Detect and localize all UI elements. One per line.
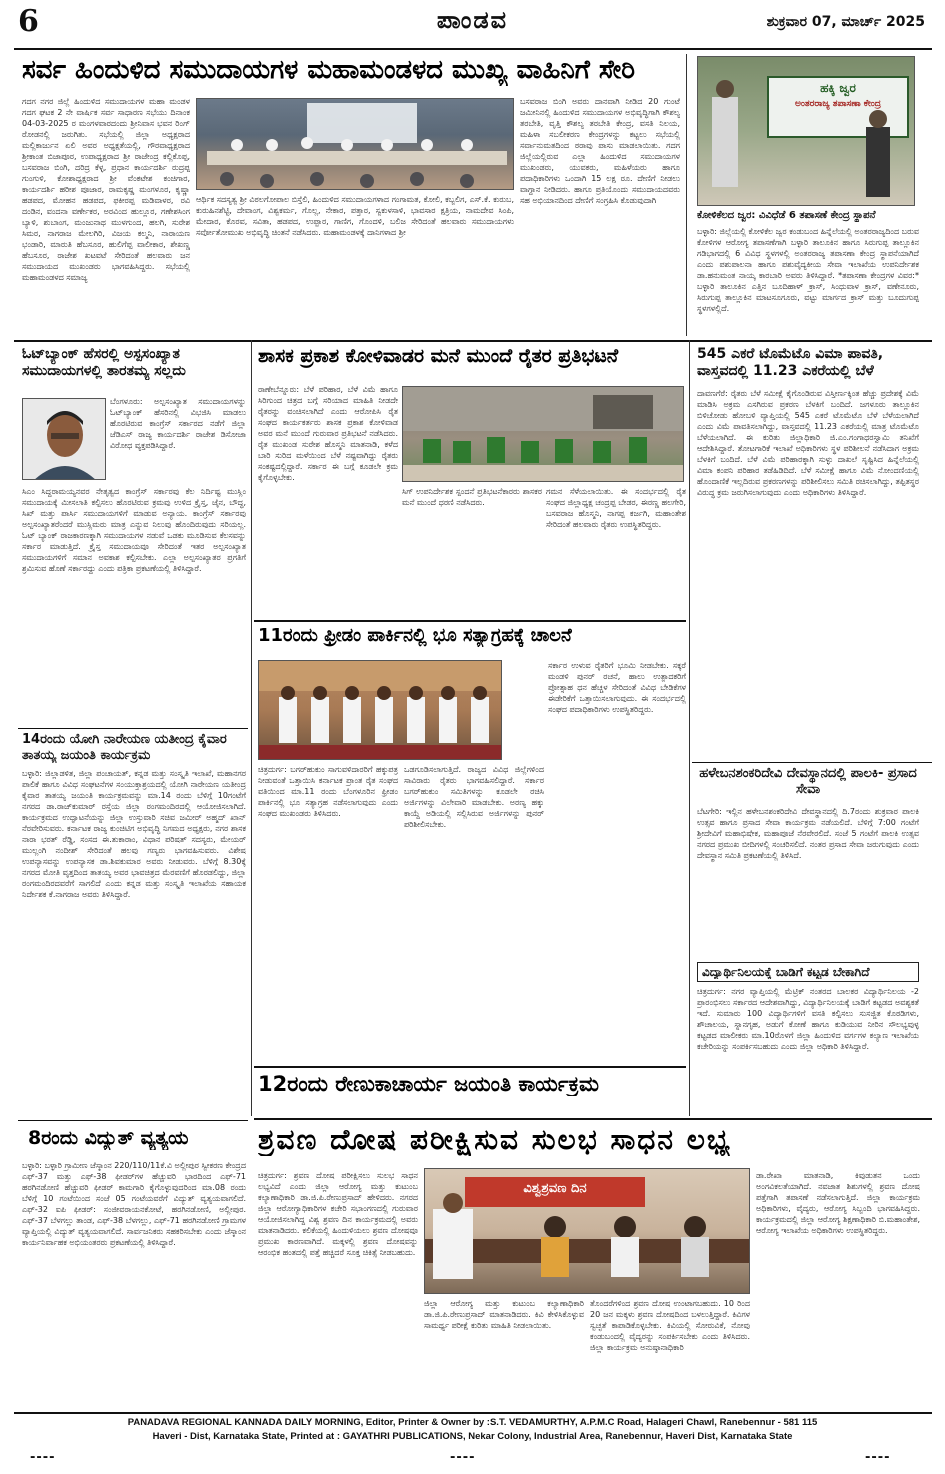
- checkpost-sign-line1: ಹಕ್ಕಿ ಜ್ವರ: [820, 81, 856, 95]
- hostel-headline-box: [697, 962, 919, 982]
- column-divider: [251, 340, 252, 1116]
- hearing-photo-banner: ವಿಶ್ವಶ್ರವಣ ದಿನ: [523, 1181, 587, 1196]
- protest-photo-caption: ಸಿಗ್ ಉಪನಿರ್ದೇಶಕ ಸ್ಪಂದನೆ ಪ್ರತಿಭಟನೆಕಾರರು ಶಾಸಕರ ಮನೆ ಮುಂದೆ ಧರಣಿ ನಡೆಸಿದರು.: [402, 487, 542, 507]
- lead-photo-caption: ಆರ್ಥಿಕ ಸದಸ್ಯತ್ವ ಶ್ರೀ ವಿಠಲಗೋಪಾಲ ಬಿಸ್ತೆಲಿ, ಹಿಂದುಳಿದ ಸಮುದಾಯಗಳಾದ ಗಂಗಾಮತ, ಕೋಲಿ, ಕಬ್ಬಲಿಗ, ಎಸ್.ಕೆ. ಕುರುಬ, ಕುರುಹಿನಶೆಟ್ಟಿ, ದೇವಾಂಗ, ವಿಶ್ವಕರ್ಮ, ಗೊಲ್ಲ, ನೇಕಾರ, ಪತ್ತಾರ, ಸ್ವಕುಳಸಾಳಿ, ಭಾವಸಾರ ಕ್ಷತ್ರಿಯ, ನಾಮದೇವ ಸಿಂಪಿ, ಮೇದಾರ, ಕೊರವ, ಸವಿತಾ, ಹಡಪದ, ಉಪ್ಪಾರ, ಗಾಣಿಗ, ಗೊಂದಳಿ, ಬಲಿಜ ಸೇರಿದಂತೆ ಹಲವಾರು ಸಮುದಾಯಗಳು ಸರ್ವೋತೋಮುಖ ಅಭಿವೃದ್ಧಿ ಚಿಂತನೆ ನಡೆಸಿದರು. ಮಹಾಮಂಡಳಕ್ಕೆ ದಾನಿಗಳಾದ ಶ್ರೀ: [196, 195, 514, 237]
- hostel-body: ಚಿತ್ರದುರ್ಗ: ನಗರ ವ್ಯಾಪ್ತಿಯಲ್ಲಿ ಮೆಟ್ರಿಕ್ ನಂತರದ ಬಾಲಕರ ವಿದ್ಯಾರ್ಥಿನಿಲಯ -2 ಪ್ರಾರಂಭಿಸಲು ಸರ್ಕಾರದ ಆದೇಶವಾಗಿದ್ದು, ವಿದ್ಯಾರ್ಥಿನಿಲಯಕ್ಕೆ ಬಾಡಿಗೆ ಕಟ್ಟಡದ ಅವಶ್ಯಕತೆ ಇದೆ. ಸುಮಾರು 100 ವಿದ್ಯಾರ್ಥಿಗಳಿಗೆ ವಸತಿ ಕಲ್ಪಿಸಲು ಸುಸಜ್ಜಿತ ಕೊಠಡಿಗಳು, ಶೌಚಾಲಯ, ಸ್ನಾನಗೃಹ, ಅಡುಗೆ ಕೋಣೆ ಹಾಗೂ ಕುಡಿಯುವ ನೀರಿನ ಸೌಲಭ್ಯವುಳ್ಳ ಕಟ್ಟಡದ ಮಾಲೀಕರು ಮಾ.10ರೊಳಗೆ ಜಿಲ್ಲಾ ಹಿಂದುಳಿದ ವರ್ಗಗಳ ಕಲ್ಯಾಣ ಇಲಾಖೆಯ ಕಚೇರಿಯನ್ನು ಸಂಪರ್ಕಿಸಬಹುದು ಎಂದು ಜಿಲ್ಲಾ ಅಧಿಕಾರಿ ತಿಳಿಸಿದ್ದಾರೆ.: [697, 987, 919, 1051]
- hearing-headline: ಶ್ರವಣ ದೋಷ ಪರೀಕ್ಷಿಸುವ ಸುಲಭ ಸಾಧನ ಲಭ್ಯ: [258, 1124, 732, 1156]
- satyagraha-photo: [258, 660, 502, 760]
- checkpost-photo-illustration: [698, 57, 915, 206]
- satyagraha-photo-illustration: [259, 661, 502, 760]
- hearing-col3: ತೊಂದರೆಗಳಿಂದ ಶ್ರವಣ ದೋಷ ಉಂಟಾಗಬಹುದು. 10 ರಿಂದ 20 ಜನ ಮಕ್ಕಳು ಶ್ರವಣ ದೋಷದಿಂದ ಬಳಲುತ್ತಿದ್ದಾರೆ. ಕಿವಿಗಳ ಸ್ವಚ್ಛತೆ ಕಾಪಾಡಿಕೊಳ್ಳಬೇಕು. ಕಿವಿಯಲ್ಲಿ ಸೋರುವಿಕೆ, ನೋವು ಕಂಡುಬಂದಲ್ಲಿ ವೈದ್ಯರನ್ನು ಸಂಪರ್ಕಿಸಬೇಕು ಎಂದು ತಿಳಿಸಿದರು. ಜಿಲ್ಲಾ ಕಾರ್ಯಕ್ರಮ ಅನುಷ್ಠಾನಾಧಿಕಾರಿ: [590, 1299, 750, 1352]
- temple-headline: ಹಳೇಬನಶಂಕರಿದೇವಿ ದೇವಸ್ಥಾನದಲ್ಲಿ ಪಾಲಕಿ- ಪ್ರಸಾದ ಸೇವಾ: [699, 766, 917, 797]
- lead-col3: ಬಸವರಾಜ ಬಿಂಗಿ ಅವರು ದಾನವಾಗಿ ನೀಡಿದ 20 ಗುಂಟೆ ಜಮೀನಿನಲ್ಲಿ ಹಿಂದುಳಿದ ಸಮುದಾಯಗಳ ಅಭಿವೃದ್ಧಿಗಾಗಿ ಕೌಶಲ್ಯ ತರಬೇತಿ, ವೃತ್ತಿ ಕೌಶಲ್ಯ ತರಬೇತಿ ಕೇಂದ್ರ, ವಸತಿ ನಿಲಯ, ಮಹಿಳಾ ಸಬಲೀಕರಣ ಕೇಂದ್ರಗಳನ್ನು ಕಟ್ಟಲು ಸಭೆಯಲ್ಲಿ ಸರ್ವಾನುಮತದಿಂದ ಠರಾವು ಪಾಸು ಮಾಡಲಾಯಿತು. ಗದಗ ಜಿಲ್ಲೆಯಲ್ಲಿರುವ ಎಲ್ಲಾ ಹಿಂದುಳಿದ ಸಮುದಾಯಗಳ ಮುಖಂಡರು, ಯುವಕರು, ಮಹಿಳೆಯರು ಹಾಗೂ ಪದಾಧಿಕಾರಿಗಳು ಒಂದಾಗಿ 15 ಲಕ್ಷ ರೂ. ದೇಣಿಗೆ ನೀಡಲು ವಾಗ್ದಾನ ನೀಡಿದರು. ಹಾಗೂ ಪ್ರತಿಯೊಂದು ಸಮುದಾಯದವರು ಸಹ ಅಭಿಯಾನದಿಂದ ದೇಣಿಗೆ ಸಂಗ್ರಹಿಸಿ ಕೊಡುವುದಾಗಿ: [520, 97, 680, 205]
- meeting-photo-illustration: [197, 99, 514, 190]
- footer-dash-center: ----: [450, 1450, 476, 1465]
- protest-headline: ಶಾಸಕ ಪ್ರಕಾಶ ಕೋಳಿವಾಡರ ಮನೆ ಮುಂದೆ ರೈತರ ಪ್ರತಿಭಟನೆ: [258, 346, 619, 367]
- hostel-headline: ವಿದ್ಯಾರ್ಥಿನಿಲಯಕ್ಕೆ ಬಾಡಿಗೆ ಕಟ್ಟಡ ಬೇಕಾಗಿದೆ: [702, 965, 870, 979]
- footer-dash-left: ----: [30, 1450, 56, 1465]
- newspaper-name: ಪಾಂಡವ: [436, 6, 509, 34]
- vote-bank-headline: ಓಟ್‌ಬ್ಯಾಂಕ್ ಹೆಸರಲ್ಲಿ ಅಸ್ಪಸಂಖ್ಯಾತ ಸಮುದಾಯಗಳಲ್ಲಿ ತಾರತಮ್ಯ ಸಲ್ಲದು: [22, 346, 186, 379]
- power-cut-body: ಬಳ್ಳಾರಿ: ಬಳ್ಳಾರಿ ಗ್ರಾಮೀಣ ಜೆಸ್ಕಾಂನ 220/110/11ಕೆ.ವಿ ಅಲ್ಲೀಪುರ ಸ್ವೀಕರಣ ಕೇಂದ್ರದ ಎಫ್-37 ಮತ್ತು ಎಫ್-38 ಫೀಡರ್‌ಗಳ ಹೆಚ್ಚುವರಿ ಭಾರದಿಂದ ಎಫ್-71 ಹರಗಿನಡೋಣಿ ಹೆಚ್ಚುವರಿ ಫೀಡರ್ ಕಾಮಗಾರಿ ಕೈಗೊಳ್ಳುವುದರಿಂದ ಮಾ.08 ರಂದು ಬೆಳಿಗ್ಗೆ 10 ಗಂಟೆಯಿಂದ ಸಂಜೆ 05 ಗಂಟೆಯವರೆಗೆ ವಿದ್ಯುತ್ ವ್ಯತ್ಯಯವಾಗಲಿದೆ. ಎಫ್-32 ಐಪಿ ಫೀಡರ್: ಸಂಜೀವರಾಯನಕೋಟೆ, ಹರಗಿನಡೋಣಿ, ಅಲ್ಲೀಪುರ. ಎಫ್-37 ಬೆಳಗಲ್ಲು ತಾಂಡ, ಎಫ್-38 ಬೆಳಗಲ್ಲು, ಎಫ್-71 ಹರಗಿನಡೋಣಿ ಗ್ರಾಮಗಳ ವ್ಯಾಪ್ತಿಯಲ್ಲಿ ವಿದ್ಯುತ್ ವ್ಯತ್ಯಯವಾಗಲಿದೆ. ಸಾರ್ವಜನಿಕರು ಸಹಕರಿಸಬೇಕು ಎಂದು ಜೆಸ್ಕಾಂನ ಕಾರ್ಯನಿರ್ವಾಹಕ ಅಭಿಯಂತರರು ಪ್ರಕಟಣೆಯಲ್ಲಿ ತಿಳಿಸಿದ್ದಾರೆ.: [22, 1161, 246, 1247]
- satyagraha-headline: 11ರಂದು ಫ್ರೀಡಂ ಪಾರ್ಕಿನಲ್ಲಿ ಭೂ ಸತ್ಯಾಗ್ರಹಕ್ಕೆ ಚಾಲನೆ: [258, 626, 572, 646]
- portrait-illustration: [23, 399, 106, 480]
- satyagraha-col3: ಸರ್ಕಾರ ಉಳುವ ರೈತರಿಗೆ ಭೂಮಿ ನೀಡಬೇಕು. ಸಕ್ಕರೆ ಮಂಡಳಿ ಪುನರ್ ರಚನೆ, ಹಾಲು ಉತ್ಪಾದಕರಿಗೆ ಪ್ರೋತ್ಸಾಹ ಧನ ಹೆಚ್ಚಳ ಸೇರಿದಂತೆ ವಿವಿಧ ಬೇಡಿಕೆಗಳ ಈಡೇರಿಕೆಗೆ ಒತ್ತಾಯಿಸಲಾಗುವುದು. ಈ ಸಂದರ್ಭದಲ್ಲಿ ಸಂಘದ ಪದಾಧಿಕಾರಿಗಳು ಉಪಸ್ಥಿತರಿದ್ದರು.: [548, 661, 686, 714]
- yogi-body: ಬಳ್ಳಾರಿ: ಜಿಲ್ಲಾಡಳಿತ, ಜಿಲ್ಲಾ ಪಂಚಾಯತ್, ಕನ್ನಡ ಮತ್ತು ಸಂಸ್ಕೃತಿ ಇಲಾಖೆ, ಮಹಾನಗರ ಪಾಲಿಕೆ ಹಾಗೂ ವಿವಿಧ ಸಂಘಟನೆಗಳ ಸಂಯುಕ್ತಾಶ್ರಯದಲ್ಲಿ ಯೋಗಿ ನಾರೇಯಣ ಯತೀಂದ್ರ ಕೈವಾರ ತಾತಯ್ಯ ಜಯಂತಿ ಕಾರ್ಯಕ್ರಮವನ್ನು ಮಾ.14 ರಂದು ಬೆಳಿಗ್ಗೆ 10ಗಂಟೆಗೆ ನಗರದ ಡಾ.ರಾಜ್‌ಕುಮಾರ್ ರಸ್ತೆಯ ಜಿಲ್ಲಾ ರಂಗಮಂದಿರದಲ್ಲಿ ಆಯೋಜಿಸಲಾಗಿದೆ. ಕಾರ್ಯಕ್ರಮದ ಉದ್ಘಾಟನೆಯನ್ನು ಜಿಲ್ಲಾ ಉಸ್ತುವಾರಿ ಸಚಿವ ಜಮೀರ್ ಅಹ್ಮದ್ ಖಾನ್ ನೆರವೇರಿಸುವರು. ಕರ್ನಾಟಕ ರಾಜ್ಯ ಕುಂಚಿಟಿಗ ಅಭಿವೃದ್ಧಿ ನಿಗಮದ ಅಧ್ಯಕ್ಷರು, ನಗರ ಶಾಸಕ ನಾರಾ ಭರತ್ ರೆಡ್ಡಿ, ಸಂಸದ ಈ.ತುಕಾರಾಂ, ವಿಧಾನ ಪರಿಷತ್ ಸದಸ್ಯರು, ಮೇಯರ್ ಮುಲ್ಲಂಗಿ ನಂದೀಶ್ ಸೇರಿದಂತೆ ಹಲವು ಗಣ್ಯರು ಭಾಗವಹಿಸುವರು. ವಿಶೇಷ ಉಪನ್ಯಾಸವನ್ನು ಉಪನ್ಯಾಸಕ ಡಾ.ಶಿವಕುಮಾರ ಅವರು ನೀಡುವರು. ಬೆಳಿಗ್ಗೆ 8.30ಕ್ಕೆ ನಗರದ ಮೋತಿ ವೃತ್ತದಿಂದ ತಾತಯ್ಯ ಅವರ ಭಾವಚಿತ್ರದ ಮೆರವಣಿಗೆ ಹೊರಡಲಿದ್ದು, ಜಿಲ್ಲಾ ರಂಗಮಂದಿರದವರೆಗೆ ಸಾಗಲಿದೆ ಎಂದು ಕನ್ನಡ ಮತ್ತು ಸಂಸ್ಕೃತಿ ಇಲಾಖೆಯ ಸಹಾಯಕ ನಿರ್ದೇಶಕ ಕೆ.ನಾಗರಾಜ ಅವರು ತಿಳಿಸಿದ್ದಾರೆ.: [22, 769, 246, 899]
- checkpost-photo: [697, 56, 915, 206]
- footer-line1: PANADAVA REGIONAL KANNADA DAILY MORNING, Editor, Printer & Owner by :S.T. VEDAMURTHY, A.P.M.C Road, Halageri Chawl, Ranebennur - 581 115: [127, 1417, 818, 1428]
- footer-rule: [14, 1412, 932, 1414]
- section-rule: [14, 340, 932, 342]
- column-divider: [686, 54, 687, 336]
- checkpost-headline: ಕೋಳಿಕೆಲದ ಜ್ವರ: ವಿವಿಧೆಡೆ 6 ತಪಾಸಣೆ ಕೇಂದ್ರ ಸ್ಥಾಪನೆ: [697, 210, 876, 221]
- temple-body: ಬೆಟಗೇರಿ: ಇಲ್ಲಿನ ಹಳೇಬನಶಂಕರಿದೇವಿ ದೇವಸ್ಥಾನದಲ್ಲಿ ದಿ.7ರಂದು ಶುಕ್ರವಾರ ಪಾಲಕಿ ಉತ್ಸವ ಹಾಗೂ ಪ್ರಸಾದ ಸೇವಾ ಕಾರ್ಯಕ್ರಮ ನಡೆಯಲಿದೆ. ಬೆಳಿಗ್ಗೆ 7:00 ಗಂಟೆಗೆ ಶ್ರೀದೇವಿಗೆ ಮಹಾಭಿಷೇಕ, ಮಹಾಪೂಜೆ ನೆರವೇರಲಿದೆ. ಸಂಜೆ 5 ಗಂಟೆಗೆ ಪಾಲಕಿ ಉತ್ಸವ ನಗರದ ಪ್ರಮುಖ ಬೀದಿಗಳಲ್ಲಿ ಸಂಚರಿಸಲಿದೆ. ನಂತರ ಪ್ರಸಾದ ಸೇವಾ ಜರುಗುವುದು ಎಂದು ದೇವಸ್ಥಾನ ಸಮಿತಿ ಪ್ರಕಟಣೆಯಲ್ಲಿ ತಿಳಿಸಿದೆ.: [697, 807, 919, 860]
- hearing-col1: ಚಿತ್ರದುರ್ಗ: ಶ್ರವಣ ದೋಷ ಪರೀಕ್ಷಿಸಲು ಸುಲಭ ಸಾಧನ ಲಭ್ಯವಿದೆ ಎಂದು ಜಿಲ್ಲಾ ಆರೋಗ್ಯ ಮತ್ತು ಕುಟುಂಬ ಕಲ್ಯಾಣಾಧಿಕಾರಿ ಡಾ.ಜಿ.ಪಿ.ರೇಣುಪ್ರಸಾದ್ ಹೇಳಿದರು. ನಗರದ ಜಿಲ್ಲಾ ಆರೋಗ್ಯಾಧಿಕಾರಿಗಳ ಕಚೇರಿ ಸಭಾಂಗಣದಲ್ಲಿ ಗುರುವಾರ ಆಯೋಜಿಸಲಾಗಿದ್ದ ವಿಶ್ವ ಶ್ರವಣ ದಿನ ಕಾರ್ಯಕ್ರಮದಲ್ಲಿ ಅವರು ಮಾತನಾಡಿದರು. ಕಲಿಕೆಯಲ್ಲಿ ಹಿಂದುಳಿಯಲು ಶ್ರವಣ ದೋಷವೂ ಪ್ರಮುಖ ಕಾರಣವಾಗಿದೆ. ಮಕ್ಕಳಲ್ಲಿ ಶ್ರವಣ ದೋಷವನ್ನು ಆರಂಭಿಕ ಹಂತದಲ್ಲಿ ಪತ್ತೆ ಹಚ್ಚಿದರೆ ಸೂಕ್ತ ಚಿಕಿತ್ಸೆ ನೀಡಬಹುದು.: [258, 1171, 418, 1257]
- hearing-col4: ಡಾ.ರೇಖಾ ಮಾತನಾಡಿ, ಕಿವುಡುತನ ಒಂದು ಅಂಗವಿಕಲತೆಯಾಗಿದೆ. ನವಜಾತ ಶಿಶುಗಳಲ್ಲಿ ಶ್ರವಣ ದೋಷ ಪತ್ತೆಗಾಗಿ ತಪಾಸಣೆ ನಡೆಸಲಾಗುತ್ತಿದೆ. ಜಿಲ್ಲಾ ಕಾರ್ಯಕ್ರಮ ಅಧಿಕಾರಿಗಳು, ವೈದ್ಯರು, ಆರೋಗ್ಯ ಸಿಬ್ಬಂದಿ ಭಾಗವಹಿಸಿದ್ದರು. ಕಾರ್ಯಕ್ರಮದಲ್ಲಿ ಜಿಲ್ಲಾ ಆರೋಗ್ಯ ಶಿಕ್ಷಣಾಧಿಕಾರಿ ಬಿ.ಮಹಾಂತೇಶ, ಆರೋಗ್ಯ ಇಲಾಖೆಯ ಅಧಿಕಾರಿಗಳು ಉಪಸ್ಥಿತರಿದ್ದರು.: [756, 1171, 920, 1235]
- lead-meeting-photo: [196, 98, 514, 190]
- section-rule: [254, 1066, 686, 1068]
- protest-photo-illustration: [403, 387, 684, 482]
- section-rule: [254, 1118, 932, 1120]
- checkpost-body: ಬಳ್ಳಾರಿ: ಜಿಲ್ಲೆಯಲ್ಲಿ ಕೋಳಿಕೆಲ ಜ್ವರ ಕಂಡುಬಂದ ಹಿನ್ನೆಲೆಯಲ್ಲಿ ಅಂತರರಾಜ್ಯದಿಂದ ಬರುವ ಕೋಳಿಗಳ ಆರೋಗ್ಯ ತಪಾಸಣೆಗಾಗಿ ಬಳ್ಳಾರಿ ತಾಲೂಕಿನ ಹಾಗೂ ಸಿರುಗುಪ್ಪ ತಾಲ್ಲೂಕಿನ ಗಡಿಭಾಗದಲ್ಲಿ 6 ವಿವಿಧ ಸ್ಥಳಗಳಲ್ಲಿ ಅಂತರರಾಜ್ಯ ತಪಾಸಣಾ ಕೇಂದ್ರ ಸ್ಥಾಪನೆಯಾಗಿದೆ ಎಂದು ಪಶುಪಾಲನಾ ಹಾಗೂ ಪಶುವೈದ್ಯಕೀಯ ಸೇವಾ ಇಲಾಖೆಯ ಉಪನಿರ್ದೇಶಕ ಡಾ.ಹನುಮಂತ ನಾಯ್ಕ ಕಾರಬಾರಿ ಅವರು ತಿಳಿಸಿದ್ದಾರೆ. *ತಪಾಸಣಾ ಕೇಂದ್ರಗಳ ವಿವರ:* ಬಳ್ಳಾರಿ ತಾಲೂಕಿನ ಎತ್ತಿನ ಬೂದಿಹಾಳ್ ಕ್ರಾಸ್, ಸಿಂಧುವಾಳ ಕ್ರಾಸ್, ವಣೇನೂರು, ಸಿರುಗುಪ್ಪ ತಾಲ್ಲೂಕಿನ ಮಾಟಸೂಗೂರು, ವಟ್ಟು ಮಾರ್ಗದ ಕ್ರಾಸ್ ಮತ್ತು ಬೂದುಗುಪ್ಪ ಸ್ಥಳಗಳಲ್ಲಿದೆ.: [697, 227, 919, 313]
- checkpost-sign-line2: ಅಂತರರಾಜ್ಯ ತಪಾಸಣಾ ಕೇಂದ್ರ: [794, 99, 881, 109]
- crop-insurance-headline: 545 ಎಕರೆ ಟೊಮೆಟೊ ವಿಮಾ ಪಾವತಿ, ವಾಸ್ತವದಲ್ಲಿ 11.23 ಎಕರೆಯಲ್ಲಿ ಬೆಳೆ: [697, 346, 884, 379]
- yogi-headline: 14ರಂದು ಯೋಗಿ ನಾರೇಯಣ ಯತೀಂದ್ರ ಕೈವಾರ ತಾತಯ್ಯ ಜಯಂತಿ ಕಾರ್ಯಕ್ರಮ: [22, 732, 227, 763]
- protest-col1: ರಾಣೇಬೆನ್ನೂರು: ಬೆಳೆ ಪರಿಹಾರ, ಬೆಳೆ ವಿಮೆ ಹಾಗೂ ಸಿರಿಗುಂದ ಚಿತ್ರದ ಬಗ್ಗೆ ಸರಿಯಾದ ಮಾಹಿತಿ ನೀಡದೇ ರೈತರನ್ನು ವಂಚಿಸಲಾಗಿದೆ ಎಂದು ಆರೋಪಿಸಿ ರೈತ ಸಂಘದ ಕಾರ್ಯಕರ್ತರು ಶಾಸಕ ಪ್ರಕಾಶ ಕೋಳಿವಾಡ ಅವರ ಮನೆ ಮುಂದೆ ಗುರುವಾರ ಪ್ರತಿಭಟನೆ ನಡೆಸಿದರು. ರೈತ ಮುಖಂಡ ಸುರೇಶ ಹೊಸ್ಮನಿ ಮಾತನಾಡಿ, ಕಳೆದ ಬಾರಿ ಸುರಿದ ಮಳೆಯಿಂದ ಬೆಳೆ ನಷ್ಟವಾಗಿದ್ದು ರೈತರು ಸಂಕಷ್ಟದಲ್ಲಿದ್ದಾರೆ. ಸರ್ಕಾರ ಈ ಬಗ್ಗೆ ಕೂಡಲೇ ಕ್ರಮ ಕೈಗೊಳ್ಳಬೇಕು.: [258, 385, 398, 482]
- renuka-headline: 12ರಂದು ರೇಣುಕಾಚಾರ್ಯ ಜಯಂತಿ ಕಾರ್ಯಕ್ರಮ: [258, 1072, 599, 1096]
- section-rule: [254, 620, 686, 622]
- issue-date: ಶುಕ್ರವಾರ 07, ಮಾರ್ಚ್ 2025: [766, 14, 925, 30]
- footer-dash-right: ----: [865, 1450, 891, 1465]
- column-divider: [689, 340, 690, 1116]
- lead-col1: ಗದಗ ನಗರ ಜಿಲ್ಲೆ ಹಿಂದುಳಿದ ಸಮುದಾಯಗಳ ಮಹಾ ಮಂಡಳ ಗದಗ ಘಟಕ 2 ನೇ ವಾರ್ಷಿಕ ಸರ್ವ ಸಾಧಾರಣ ಸಭೆಯು ದಿನಾಂಕ 04-03-2025 ರ ಮಂಗಳವಾರದಂದು ಶ್ರೀನಿವಾಸ ಭವನ ರಿಂಗ್ ರೋಡನಲ್ಲಿ ಜರುಗಿತು. ಸಭೆಯಲ್ಲಿ ಜಿಲ್ಲಾ ಅಧ್ಯಕ್ಷರಾದ ಮಲ್ಲಿಕಾರ್ಜುನ ಏಲಿ ಅವರ ಅಧ್ಯಕ್ಷತೆಯಲ್ಲಿ, ಗೌರವಾಧ್ಯಕ್ಷರಾದ ಶ್ರೀಕಾಂತ ಬಿಜಾಪೂರ, ಉಪಾಧ್ಯಕ್ಷರಾದ ಶ್ರೀ ರಾಜೇಂದ್ರ ಕಲ್ಲಿಕೊಪ್ಪ, ಬಸವರಾಜ ಬಿಂಗಿ, ದರಿದ್ರ ಕೆಳ್ಳ, ಪ್ರಧಾನ ಕಾರ್ಯದರ್ಶಿ ರುದ್ರಪ್ಪ ಗುಂಗುಳಿ, ಕೋಶಾಧ್ಯಕ್ಷರಾದ ಶ್ರೀ ವೆಂಕಟೇಶ ಕಂಚಿಗಾರ, ಕಾರ್ಯದರ್ಶಿ ಹರೀಶ ಪೂಜಾರ, ರಾಮಕೃಷ್ಣ ಮಂಗಳೂರ, ಕೃಷ್ಣಾ ಹಡಪದ, ಮೋಹನ ಹಡಪದ, ಫಕೀರಪ್ಪ ಮಡಿವಾಳರ, ರವಿ ದಂಡಿನ, ವಂದನಾ ವರ್ಣೇಕರ, ಅರವಿಂದ ಹುಲ್ಲೂರ, ಗಣೇಶಸಿಂಗ ಬ್ಯಾಳಿ, ಶುಬಾಂಗ, ಮಂಜುನಾಥ ಮುಳಗುಂದ, ಹಲಗಿ, ಸುರೇಶ ಸಿಮರ, ನಾಗರಾಜ ಮೇಲಗಿರಿ, ವಿಜಯ ಕಲ್ಮನಿ, ನಾರಾಯಣ ಭಂಡಾರಿ, ಮಾರುತಿ ಹೆಬಸೂರ, ಹುಲಿಗೆಪ್ಪ ವಾಲೀಕಾರ, ಶೇಖಣ್ಣ ಹೆಬಸೂರ, ರಾಜೇಶ ಖಟವಟೆ ಸೇರಿದಂತೆ ಹಲವಾರು ಜನ ಸಮುದಾಯದ ಮುಖಂಡರು ಭಾಗವಹಿಸಿದ್ದರು. ಸಭೆಯಲ್ಲಿ ಮಹಾಮಂಡಳದ ಸಮಾಜ್ಯ: [22, 97, 190, 282]
- section-rule: [18, 1120, 248, 1121]
- portrait-photo: [22, 398, 106, 480]
- vote-bank-body: ಸಿಎಂ ಸಿದ್ದರಾಮಯ್ಯನವರ ನೇತೃತ್ವದ ಕಾಂಗ್ರೆಸ್ ಸರ್ಕಾರವು ಕೆಲ ನಿರ್ದಿಷ್ಟ ಮುಸ್ಲಿಂ ಸಮುದಾಯಕ್ಕೆ ಮೀಸಲಾತಿ ಕಲ್ಪಿಸಲು ಹೊರಟಿರುವ ಕ್ರಮವು ಉಳಿದ ಕ್ರೈಸ್ತ, ಜೈನ, ಬೌದ್ಧ, ಸಿಖ್ ಮತ್ತು ಪಾರ್ಸಿ ಸಮುದಾಯಗಳಿಗೆ ಮಾಡುವ ಅನ್ಯಾಯ. ಕಾಂಗ್ರೆಸ್ ಸರ್ಕಾರವು ಅಲ್ಪಸಂಖ್ಯಾತರೆಂದರೆ ಮುಸ್ಲಿಮರು ಮಾತ್ರ ಎನ್ನುವ ನಿಲುವು ಹೊಂದಿರುವುದು ಸರಿಯಲ್ಲ. ಓಟ್ ಬ್ಯಾಂಕ್ ರಾಜಕಾರಣಕ್ಕಾಗಿ ಸಮುದಾಯಗಳ ನಡುವೆ ಒಡಕು ಮೂಡಿಸುವ ಕೆಲಸವನ್ನು ಸರ್ಕಾರ ಮಾಡುತ್ತಿದೆ. ಕ್ರೈಸ್ತ ಸಮುದಾಯವೂ ಸೇರಿದಂತೆ ಇತರ ಅಲ್ಪಸಂಖ್ಯಾತ ಸಮುದಾಯಗಳಿಗೆ ಸಮಾನ ಅವಕಾಶ ಕಲ್ಪಿಸಬೇಕು. ಎಲ್ಲಾ ಅಲ್ಪಸಂಖ್ಯಾತರ ಪ್ರಗತಿಗೆ ಶ್ರಮಿಸುವ ಹೊಣೆ ಸರ್ಕಾರದ್ದು ಎಂದು ಪತ್ರಿಕಾ ಪ್ರಕಟಣೆಯಲ್ಲಿ ತಿಳಿಸಿದ್ದಾರೆ.: [22, 487, 246, 573]
- lead-headline: ಸರ್ವ ಹಿಂದುಳಿದ ಸಮುದಾಯಗಳ ಮಹಾಮಂಡಳದ ಮುಖ್ಯ ವಾಹಿನಿಗೆ ಸೇರಿ: [22, 56, 635, 85]
- page-number: 6: [18, 4, 39, 39]
- satyagraha-col2: ಒಡಗೂಡಿಸಲಾಗುತ್ತಿದೆ. ರಾಜ್ಯದ ವಿವಿಧ ಜಿಲ್ಲೆಗಳಿಂದ ಸಾವಿರಾರು ರೈತರು ಭಾಗವಹಿಸಲಿದ್ದಾರೆ. ಸರ್ಕಾರ ಬಗರ್‌ಹುಕುಂ ಸಮಿತಿಗಳನ್ನು ಕೂಡಲೇ ರಚಿಸಿ ಅರ್ಜಿಗಳನ್ನು ವಿಲೇವಾರಿ ಮಾಡಬೇಕು. ಅರಣ್ಯ ಹಕ್ಕು ಕಾಯ್ದೆ ಅಡಿಯಲ್ಲಿ ಸಲ್ಲಿಸಿರುವ ಅರ್ಜಿಗಳನ್ನು ಪುನರ್ ಪರಿಶೀಲಿಸಬೇಕು.: [404, 765, 544, 829]
- protest-photo: [402, 386, 684, 482]
- hearing-event-photo: [424, 1168, 750, 1294]
- footer-line2: Haveri - Dist, Karnataka State, Printed at : GAYATHRI PUBLICATIONS, Nekar Colony, Industrial Area, Ranebennur, Haveri Dist, Karnataka State: [152, 1431, 793, 1442]
- power-cut-headline: 8ರಂದು ವಿದ್ಯುತ್ ವ್ಯತ್ಯಯ: [28, 1128, 189, 1149]
- satyagraha-caption: ಚಿತ್ರದುರ್ಗ: ಬಗರ್‌ಹುಕುಂ ಸಾಗುವಳಿದಾರರಿಗೆ ಹಕ್ಕುಪತ್ರ ನೀಡುವಂತೆ ಒತ್ತಾಯಿಸಿ ಕರ್ನಾಟಕ ಪ್ರಾಂತ ರೈತ ಸಂಘದ ವತಿಯಿಂದ ಮಾ.11 ರಂದು ಬೆಂಗಳೂರಿನ ಫ್ರೀಡಂ ಪಾರ್ಕಿನಲ್ಲಿ ಭೂ ಸತ್ಯಾಗ್ರಹ ನಡೆಸಲಾಗುವುದು ಎಂದು ಸಂಘದ ಮುಖಂಡರು ತಿಳಿಸಿದರು.: [258, 765, 398, 818]
- masthead-rule: [14, 48, 932, 50]
- section-rule: [692, 762, 932, 763]
- crop-insurance-body: ದಾವಣಗೆರೆ: ರೈತರು ಬೆಳೆ ಸಮೀಕ್ಷೆ ಕೈಗೊಂಡಿರುವ ವಿಸ್ತೀರ್ಣಕ್ಕಿಂತ ಹೆಚ್ಚು ಪ್ರದೇಶಕ್ಕೆ ವಿಮೆ ಮಾಡಿಸಿ ಅಕ್ರಮ ಎಸಗಿರುವ ಪ್ರಕರಣ ಬೆಳಕಿಗೆ ಬಂದಿದೆ. ಜಗಳೂರು ತಾಲ್ಲೂಕಿನ ಬಿಳಿಚೋಡು ಹೋಬಳಿ ವ್ಯಾಪ್ತಿಯಲ್ಲಿ 545 ಎಕರೆ ಟೊಮೆಟೊ ಬೆಳೆ ಬೆಳೆಯಲಾಗಿದೆ ಎಂದು ವಿಮೆ ಪಾವತಿಸಲಾಗಿದ್ದು, ವಾಸ್ತವದಲ್ಲಿ 11.23 ಎಕರೆಯಲ್ಲಿ ಮಾತ್ರ ಟೊಮೆಟೊ ಬೆಳೆಯಲಾಗಿದೆ. ಈ ಕುರಿತು ಜಿಲ್ಲಾಧಿಕಾರಿ ಜಿ.ಎಂ.ಗಂಗಾಧರಸ್ವಾಮಿ ತನಿಖೆಗೆ ಆದೇಶಿಸಿದ್ದಾರೆ. ತೋಟಗಾರಿಕೆ ಇಲಾಖೆ ಅಧಿಕಾರಿಗಳು ಸ್ಥಳ ಪರಿಶೀಲನೆ ನಡೆಸಿದಾಗ ಅಕ್ರಮ ಬೆಳಕಿಗೆ ಬಂದಿದೆ. ಬೆಳೆ ವಿಮೆ ಪರಿಹಾರಕ್ಕಾಗಿ ಸುಳ್ಳು ದಾಖಲೆ ಸೃಷ್ಟಿಸಿದ ಹಿನ್ನೆಲೆಯಲ್ಲಿ ವಿಮಾ ಕಂಪನಿ ಪರಿಹಾರ ತಡೆಹಿಡಿದಿದೆ. ಬೆಳೆ ಸಮೀಕ್ಷೆ ಹಾಗೂ ವಿಮೆ ನೋಂದಣಿಯಲ್ಲಿ ಹೊಂದಾಣಿಕೆ ಇಲ್ಲದಿರುವ ಪ್ರಕರಣಗಳನ್ನು ಪರಿಶೀಲಿಸಲು ಸಮಿತಿ ರಚಿಸಲಾಗಿದ್ದು, ತಪ್ಪಿತಸ್ಥರ ವಿರುದ್ಧ ಕ್ರಮ ಜರುಗಿಸಲಾಗುವುದು ಎಂದು ಅಧಿಕಾರಿಗಳು ತಿಳಿಸಿದ್ದಾರೆ.: [697, 389, 919, 497]
- vote-bank-intro: ಬೆಂಗಳೂರು: ಅಲ್ಪಸಂಖ್ಯಾತ ಸಮುದಾಯಗಳನ್ನು ಓಟ್‌ಬ್ಯಾಂಕ್ ಹೆಸರಿನಲ್ಲಿ ವಿಭಜಿಸಿ ಮಾಡಲು ಹೊರಟಿರುವ ಕಾಂಗ್ರೆಸ್ ಸರ್ಕಾರದ ನಡೆಗೆ ಜಿಲ್ಲಾ ಜೆಡಿಎಸ್ ರಾಜ್ಯ ಕಾರ್ಯದರ್ಶಿ ರಾಜೇಶ ಡಿಸೋಜಾ ವಿರೋಧ ವ್ಯಕ್ತಪಡಿಸಿದ್ದಾರೆ.: [110, 397, 246, 450]
- hearing-photo-caption: ಜಿಲ್ಲಾ ಆರೋಗ್ಯ ಮತ್ತು ಕುಟುಂಬ ಕಲ್ಯಾಣಾಧಿಕಾರಿ ಡಾ.ಜಿ.ಪಿ.ರೇಣುಪ್ರಸಾದ್ ಮಾತನಾಡಿದರು. ಕಿವಿ ಕೇಳಿಸಿಕೊಳ್ಳುವ ಸಾಮರ್ಥ್ಯ ಪರೀಕ್ಷೆ ಕುರಿತು ಮಾಹಿತಿ ನೀಡಲಾಯಿತು.: [424, 1299, 584, 1330]
- section-rule: [18, 728, 248, 729]
- protest-col4: ಗಮನ ಸೆಳೆಯಲಾಯಿತು. ಈ ಸಂದರ್ಭದಲ್ಲಿ ರೈತ ಸಂಘದ ಜಿಲ್ಲಾಧ್ಯಕ್ಷ ಚಂದ್ರಪ್ಪ ಬೇಡರ, ಈರಣ್ಣ ಹಲಗೇರಿ, ಬಸವರಾಜ ಹೊಸ್ಮನಿ, ನಾಗಪ್ಪ ಕರ್ಜಗಿ, ಮಹಾಂತೇಶ ಸೇರಿದಂತೆ ಹಲವಾರು ರೈತರು ಉಪಸ್ಥಿತರಿದ್ದರು.: [546, 487, 686, 529]
